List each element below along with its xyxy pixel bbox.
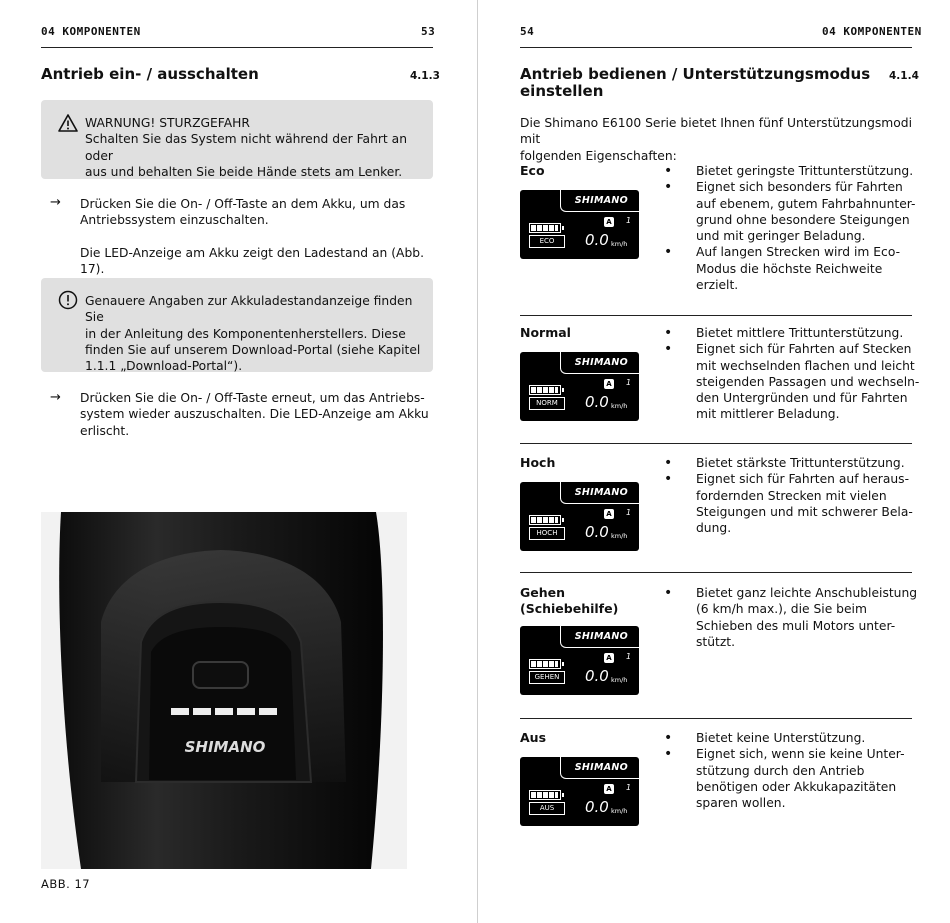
list-item-line: fordernden Strecken mit vielen	[696, 488, 887, 503]
mode-separator	[520, 315, 912, 316]
list-item	[696, 455, 936, 471]
mode-separator	[520, 718, 912, 719]
assist-mode-icon: A	[604, 653, 614, 663]
warning-title: WARNUNG! STURZGEFAHR	[85, 116, 250, 130]
step-1-line: Antriebssystem einzuschalten.	[80, 213, 269, 228]
list-item-line: stützung durch den Antrieb	[696, 763, 865, 778]
display-mode-label: AUS	[529, 802, 565, 815]
list-item	[696, 179, 936, 244]
list-item-line: • Bietet stärkste Trittunterstützung.	[696, 456, 905, 470]
warning-text-line: Schalten Sie das System nicht während der Fahrt an oder	[85, 132, 407, 163]
header-rule	[41, 47, 433, 48]
list-item-line: benötigen oder Akkukapazitäten	[696, 779, 897, 794]
mode-separator	[520, 443, 912, 444]
list-item-line: sparen wollen.	[696, 796, 786, 811]
list-item-line: steigenden Passagen und wechseln-	[696, 374, 920, 389]
display-brand-logo: SHIMANO	[574, 357, 628, 368]
warning-box	[41, 100, 433, 179]
display-brand-logo: SHIMANO	[574, 195, 628, 206]
info-text-line: finden Sie auf unserem Download-Portal (siehe Kapitel	[85, 342, 421, 357]
step-1-text	[80, 196, 430, 277]
list-item	[696, 325, 936, 341]
display-speed-unit: km/h	[611, 532, 628, 540]
list-item-line: Schieben des muli Motors unter-	[696, 618, 896, 633]
battery-level-icon	[529, 223, 561, 233]
display-brand-logo: SHIMANO	[574, 762, 628, 773]
mode-name	[520, 455, 555, 471]
list-item-line: mit wechselnden flachen und leicht	[696, 358, 915, 373]
list-item-line: • Bietet keine Unterstützung.	[696, 731, 866, 745]
header-rule	[520, 47, 912, 48]
step-1-line: Drücken Sie die On- / Off-Taste an dem Akku, um das	[80, 197, 406, 211]
display-brand-logo: SHIMANO	[574, 631, 628, 642]
display-speed: 0.0	[585, 667, 609, 685]
photo-brand-logo: SHIMANO	[184, 738, 266, 756]
display-gear: 1	[626, 783, 632, 792]
list-item	[696, 730, 936, 746]
section-title-line: einstellen	[520, 82, 604, 100]
list-item-line: den Untergründen und für Fahrten	[696, 391, 908, 406]
arrow-right-icon: →	[50, 195, 61, 210]
display-speed: 0.0	[585, 393, 609, 411]
page-number: 54	[520, 25, 535, 38]
cycle-computer-display	[520, 626, 639, 695]
section-title-line: Antrieb bedienen / Unterstützungsmodus	[520, 65, 871, 83]
cycle-computer-display	[520, 482, 639, 551]
display-mode-label: HOCH	[529, 527, 565, 540]
list-item	[696, 471, 936, 536]
list-item-line: dung.	[696, 521, 732, 536]
mode-name-line: Normal	[520, 325, 571, 340]
battery-illustration	[41, 512, 407, 869]
mode-feature-list	[696, 455, 936, 536]
list-item-line: erzielt.	[696, 278, 739, 293]
mode-name-line: Aus	[520, 730, 547, 745]
info-text-line: in der Anleitung des Komponentenherstellers. Diese	[85, 326, 406, 341]
battery-level-icon	[529, 790, 561, 800]
mode-feature-list	[696, 585, 936, 650]
display-mode-label: ECO	[529, 235, 565, 248]
display-gear: 1	[626, 216, 632, 225]
section-title: Antrieb ein- / ausschalten	[41, 65, 259, 83]
mode-feature-list	[696, 325, 936, 423]
running-header-section: 04 KOMPONENTEN	[822, 25, 922, 38]
display-speed-unit: km/h	[611, 402, 628, 410]
assist-mode-icon: A	[604, 217, 614, 227]
warning-icon	[58, 114, 78, 132]
assist-mode-icon: A	[604, 379, 614, 389]
page-number: 53	[421, 25, 436, 38]
display-gear: 1	[626, 508, 632, 517]
cycle-computer-display	[520, 757, 639, 826]
mode-name	[520, 585, 618, 617]
mode-name-line: Gehen	[520, 585, 566, 600]
mode-separator	[520, 572, 912, 573]
running-header-section: 04 KOMPONENTEN	[41, 25, 141, 38]
list-item-line: Modus die höchste Reichweite	[696, 261, 883, 276]
list-item-line: • Bietet mittlere Trittunterstützung.	[696, 326, 904, 340]
info-exclamation-icon	[58, 290, 78, 310]
display-mode-label: GEHEN	[529, 671, 565, 684]
cycle-computer-display	[520, 190, 639, 259]
display-speed-unit: km/h	[611, 240, 628, 248]
step-2-text	[80, 390, 430, 439]
intro-line: folgenden Eigenschaften:	[520, 148, 677, 163]
list-item-line: Steigungen und mit schwerer Bela-	[696, 504, 913, 519]
display-mode-label: NORM	[529, 397, 565, 410]
list-item-line: • Auf langen Strecken wird im Eco-	[696, 245, 901, 260]
display-gear: 1	[626, 378, 632, 387]
list-item-line: mit mittlerer Beladung.	[696, 407, 840, 422]
display-brand-logo: SHIMANO	[574, 487, 628, 498]
cycle-computer-display	[520, 352, 639, 421]
list-item-line: • Bietet ganz leichte Anschubleistung	[696, 586, 918, 600]
section-title	[520, 66, 870, 100]
mode-name-line: Hoch	[520, 455, 556, 470]
list-item-line: • Eignet sich für Fahrten auf Stecken	[696, 342, 912, 357]
mode-name	[520, 163, 545, 179]
info-text-line: Genauere Angaben zur Akkuladestandanzeige finden Sie	[85, 294, 413, 325]
display-speed: 0.0	[585, 523, 609, 541]
arrow-right-icon: →	[50, 390, 61, 405]
warning-text-line: aus und behalten Sie beide Hände stets am Lenker.	[85, 164, 403, 179]
section-number: 4.1.3	[410, 70, 440, 82]
step-2-line: Drücken Sie die On- / Off-Taste erneut, um das Antriebs-	[80, 391, 425, 405]
list-item-line: und mit geringer Beladung.	[696, 229, 866, 244]
battery-level-icon	[529, 515, 561, 525]
mode-name	[520, 325, 571, 341]
list-item-line: • Eignet sich, wenn sie keine Unter-	[696, 747, 905, 762]
list-item	[696, 244, 936, 293]
step-2-line: system wieder auszuschalten. Die LED-Anzeige am Akku	[80, 407, 429, 422]
list-item	[696, 585, 936, 650]
mode-feature-list	[696, 163, 936, 293]
mode-feature-list	[696, 730, 936, 811]
list-item	[696, 746, 936, 811]
display-speed: 0.0	[585, 798, 609, 816]
intro-text	[520, 115, 920, 164]
list-item-line: • Bietet geringste Trittunterstützung.	[696, 164, 914, 178]
list-item	[696, 163, 936, 179]
assist-mode-icon: A	[604, 509, 614, 519]
display-gear: 1	[626, 652, 632, 661]
list-item-line: stützt.	[696, 634, 736, 649]
mode-name	[520, 730, 546, 746]
battery-level-icon	[529, 659, 561, 669]
right-page	[478, 0, 950, 923]
list-item-line: grund ohne besondere Steigungen	[696, 212, 910, 227]
battery-level-icon	[529, 385, 561, 395]
intro-line: Die Shimano E6100 Serie bietet Ihnen fünf Unterstützungsmodi mit	[520, 116, 913, 147]
step-2-line: erlischt.	[80, 423, 130, 438]
list-item-line: • Eignet sich besonders für Fahrten	[696, 180, 903, 195]
figure-caption: ABB. 17	[41, 877, 91, 891]
info-box	[41, 278, 433, 372]
list-item	[696, 341, 936, 422]
display-speed-unit: km/h	[611, 676, 628, 684]
assist-mode-icon: A	[604, 784, 614, 794]
battery-photo	[41, 512, 407, 869]
info-text-line: 1.1.1 „Download-Portal“).	[85, 359, 243, 374]
list-item-line: • Eignet sich für Fahrten auf heraus-	[696, 472, 910, 487]
display-speed: 0.0	[585, 231, 609, 249]
step-1-note: Die LED-Anzeige am Akku zeigt den Ladestand an (Abb. 17).	[80, 245, 424, 276]
section-number: 4.1.4	[889, 70, 919, 82]
list-item-line: auf ebenem, gutem Fahrbahnunter-	[696, 196, 916, 211]
mode-name-line: (Schiebehilfe)	[520, 601, 619, 616]
mode-name-line: Eco	[520, 163, 545, 178]
list-item-line: (6 km/h max.), die Sie beim	[696, 602, 867, 617]
display-speed-unit: km/h	[611, 807, 628, 815]
